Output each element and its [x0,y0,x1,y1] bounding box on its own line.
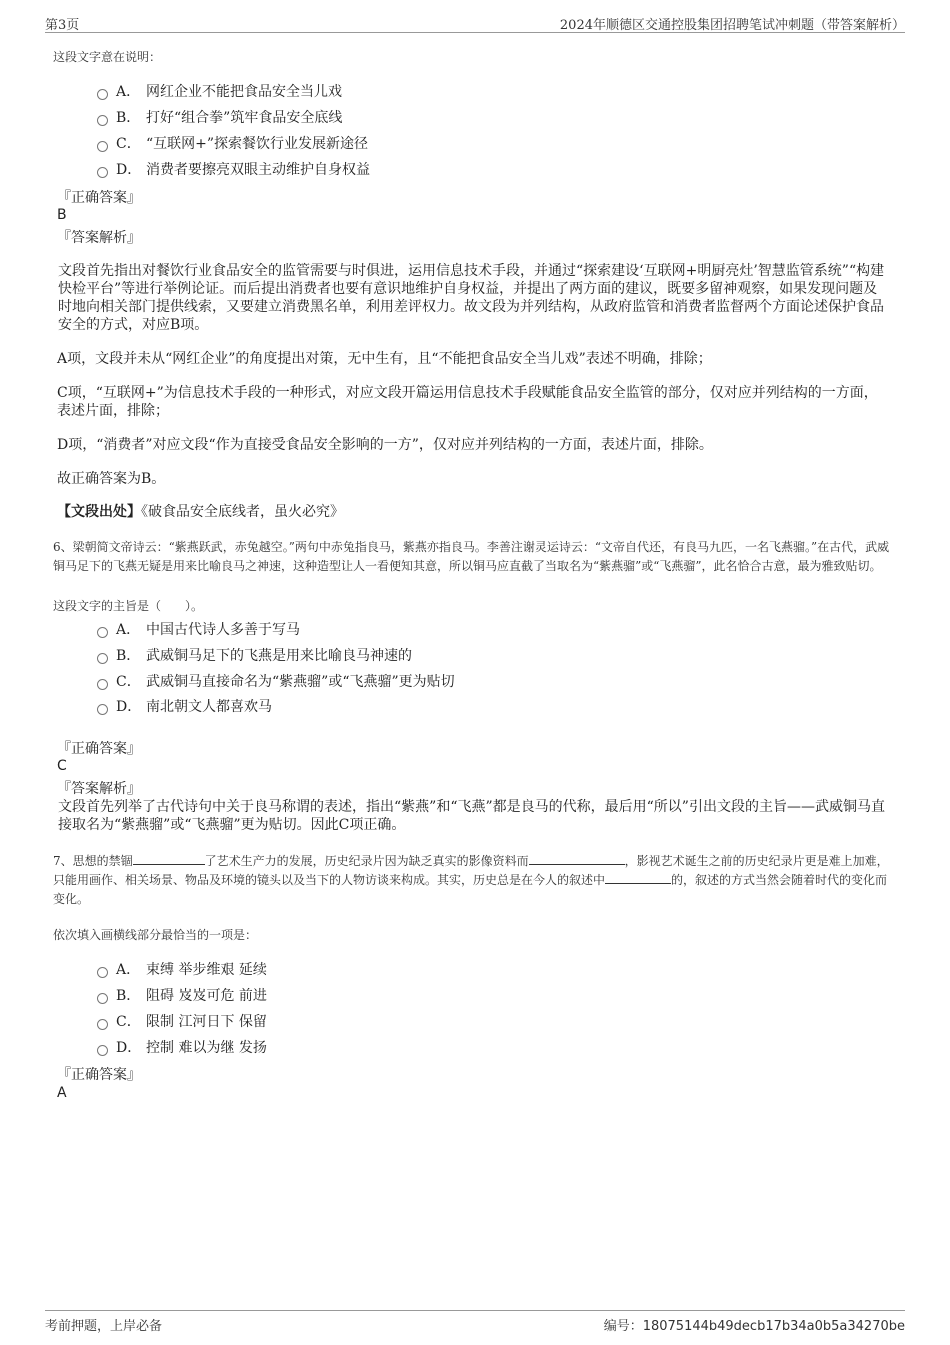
radio-icon[interactable] [97,1019,108,1030]
radio-icon[interactable] [97,89,108,100]
q5-option-d[interactable]: D． 消费者要擦亮双眼主动维护自身权益 [97,160,370,180]
q6-answer: C [57,758,67,774]
q7-option-d[interactable]: D． 控制 难以为继 发扬 [97,1038,267,1058]
radio-icon[interactable] [97,679,108,690]
document-id: 编号：18075144b49decb17b34a0b5a34270be [603,1319,905,1334]
q7-answer: A [57,1085,67,1101]
q7-question: 依次填入画横线部分最恰当的一项是： [53,928,258,942]
radio-icon[interactable] [97,627,108,638]
q6-question: 这段文字的主旨是（ ）。 [53,599,204,613]
q5-answer-label: 『正确答案』 [57,190,141,206]
page-number: 第3页 [45,18,80,33]
radio-icon[interactable] [97,1045,108,1056]
q5-analysis-p4: D项，“消费者”对应文段“作为直接受食品安全影响的一方”，仅对应并列结构的一方面，表述片面，排除。 [57,437,713,453]
q5-option-c[interactable]: C． “互联网+”探索餐饮行业发展新途径 [97,134,368,154]
q7-answer-label: 『正确答案』 [57,1067,141,1083]
page-header [45,14,905,33]
q6-option-d[interactable]: D． 南北朝文人都喜欢马 [97,697,272,717]
q7-option-c[interactable]: C． 限制 江河日下 保留 [97,1012,267,1032]
fill-blank-2[interactable] [529,852,625,865]
q6-stem: 6、梁朝简文帝诗云：“紫燕跃武，赤兔越空。”两句中赤兔指良马，紫燕亦指良马。李善注谢灵运诗云：“文帝自代还，有良马九匹，一名飞燕骝。”在古代，武威铜马足下的飞燕无疑是用来比喻良马之神速，这种造型让人一看便知其意，所以铜马应直截了当取名为“紫燕骝”或“飞燕骝”，此名恰合古意，最为雅致贴切。 [53,540,890,573]
radio-icon[interactable] [97,141,108,152]
fill-blank-3[interactable] [605,871,671,884]
q5-analysis-p3: C项，“互联网+”为信息技术手段的一种形式，对应文段开篇运用信息技术手段赋能食品安全监管的部分，仅对应并列结构的一方面，表述片面，排除； [57,385,878,419]
radio-icon[interactable] [97,115,108,126]
q5-option-b[interactable]: B． 打好“组合拳”筑牢食品安全底线 [97,108,342,128]
q6-option-c[interactable]: C． 武威铜马直接命名为“紫燕骝”或“飞燕骝”更为贴切 [97,672,455,692]
page-footer [45,1310,905,1334]
q6-option-a[interactable]: A． 中国古代诗人多善于写马 [97,620,300,640]
q5-analysis-p5: 故正确答案为B。 [57,471,166,487]
radio-icon[interactable] [97,653,108,664]
q5-answer: B [57,207,67,223]
radio-icon[interactable] [97,167,108,178]
q5-intro: 这段文字意在说明： [53,50,162,64]
q7-option-b[interactable]: B． 阻碍 岌岌可危 前进 [97,986,267,1006]
q5-source [57,503,889,521]
q5-analysis-p1: 文段首先指出对餐饮行业食品安全的监管需要与时俱进，运用信息技术手段，并通过“探索建设‘互联网+明厨亮灶’智慧监管系统”“构建快检平台”等进行举例论证。而后提出消费者也要有意识地维护自身权益，并提出了两方面的建议，既要多留神观察，如果发现问题及时地向相关部门提供线索，又要建立消费黑名单，利用差评权力。故文段为并列结构，从政府监管和消费者监督两个方面论述保护食品安全的方式，对应B项。 [58,263,885,333]
q5-analysis-label: 『答案解析』 [57,230,141,246]
q6-option-b[interactable]: B． 武威铜马足下的飞燕是用来比喻良马神速的 [97,646,412,666]
q5-source-title: 《破食品安全底线者，虽火必究》 [141,504,344,520]
document-title: 2024年顺德区交通控股集团招聘笔试冲刺题（带答案解析） [559,18,905,33]
q5-analysis-p2: A项，文段并未从“网红企业”的角度提出对策，无中生有，且“不能把食品安全当儿戏”表述不明确，排除； [57,351,712,367]
q7-stem: 7、思想的禁锢 了艺术生产力的发展，历史纪录片因为缺乏真实的影像资料而 ，影视艺术诞生之前的历史纪录片更是难上加难，只能用画作、相关场景、物品及环境的镜头以及当下的人物访谈来构成。其实，历史总是在今人的叙述中 的，叙述的方式当然会随着时代的变化而变化。 [53,854,889,906]
q6-answer-label: 『正确答案』 [57,741,141,757]
radio-icon[interactable] [97,993,108,1004]
footer-slogan: 考前押题，上岸必备 [45,1319,163,1334]
q7-option-a[interactable]: A． 束缚 举步维艰 延续 [97,960,267,980]
radio-icon[interactable] [97,967,108,978]
fill-blank-1[interactable] [133,852,205,865]
q6-analysis: 文段首先列举了古代诗句中关于良马称谓的表述，指出“紫燕”和“飞燕”都是良马的代称，最后用“所以”引出文段的主旨——武威铜马直接取名为“紫燕骝”或“飞燕骝”更为贴切。因此C项正确。 [58,799,885,833]
q5-option-a[interactable]: A． 网红企业不能把食品安全当儿戏 [97,82,342,102]
q5-source-label: 【文段出处】 [57,504,141,520]
radio-icon[interactable] [97,704,108,715]
q6-analysis-label: 『答案解析』 [57,781,141,797]
